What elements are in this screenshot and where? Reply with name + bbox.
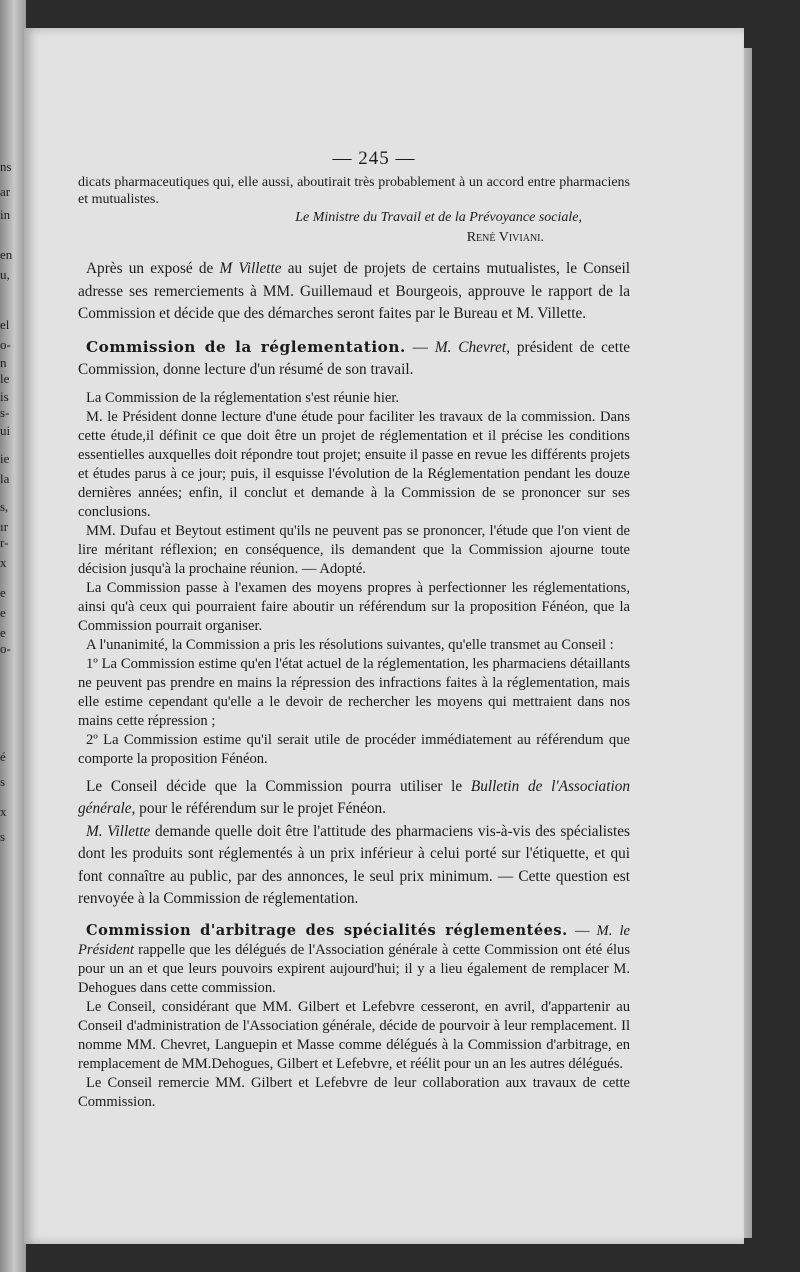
name-villette: M Villette: [219, 260, 282, 277]
margin-fragment: x: [0, 804, 7, 819]
margin-fragment: x: [0, 555, 7, 570]
margin-fragment: r-: [0, 535, 9, 550]
paragraph: M. le Président donne lecture d'une étude pour faciliter les travaux de la commission. Dans cette étude,il définit ce que doit être un projet de réglementation et il précise les conditions essentielles auxquelles doit répondre tout projet; ensuite il passe en revue les différents projets et études parus à ce jour; puis, il esquisse l'évolution de la Réglementation pendant les douze dernières années; enfin, il conclut et demande à la Commission de se prononcer sur ses conclusions.: [78, 408, 630, 520]
bulletin-title: Bulletin de l'Association générale,: [78, 777, 630, 817]
paragraph-villette-expose: Après un exposé de M Villette au sujet de projets de certains mutualistes, le Conseil adresse ses remerciements à MM. Guillemaud et Bourgeois, approuve le rapport de la Commission et décide que des démarches seront faites par le Bureau et M. Villette.: [78, 260, 631, 322]
paragraph: A l'unanimité, la Commission a pris les résolutions suivantes, qu'elle transmet au Conseil :: [86, 636, 614, 653]
paragraph: La Commission de la réglementation s'est réunie hier.: [86, 389, 400, 406]
margin-fragment: e: [0, 585, 6, 600]
page-content: [78, 148, 630, 1112]
margin-fragment: s: [0, 829, 6, 844]
margin-fragment: la: [0, 471, 10, 486]
margin-fragment: e: [0, 625, 6, 640]
paragraph: Le Conseil, considérant que MM. Gilbert et Lefebvre cesseront, en avril, d'appartenir au Conseil d'administration de l'Association générale, décide de pourvoir à leur remplacement. Il nomme MM. Chevret, Languepin et Masse comme délégués à la Commission d'arbitrage, en remplacement de MM.Dehogues, Gilbert et Lefebvre, et réélit pour un an les autres délégués.: [78, 998, 630, 1072]
name-president: M. le Président: [78, 922, 630, 958]
margin-fragment: n: [0, 355, 7, 370]
page-number: — 245 —: [332, 148, 416, 169]
margin-fragment: el: [0, 317, 10, 332]
margin-fragment: u,: [0, 267, 10, 282]
signature-name: René Viviani.: [466, 230, 544, 245]
margin-fragment: en: [0, 247, 13, 262]
margin-fragment: e: [0, 605, 6, 620]
paragraph: MM. Dufau et Beytout estiment qu'ils ne peuvent pas se prononcer, l'étude que l'on vient de lire méritant réflexion; en conséquence, ils demandent que la Commission ajourne toute décision jusqu'à la prochaine réunion. — Adopté.: [78, 522, 630, 577]
margin-fragment: ır: [0, 519, 8, 534]
paragraph: Le Conseil remercie MM. Gilbert et Lefebvre de leur collaboration aux travaux de cette Commission.: [78, 1074, 630, 1110]
section-heading-arbitrage: Commission d'arbitrage des spécialités réglementées.: [86, 921, 568, 939]
section-arbitrage-intro: Commission d'arbitrage des spécialités réglementées. — M. le Président rappelle que les délégués de l'Association générale à cette Commission ont été élus pour un an et que leurs pouvoirs expirent aujourd'hui; il y a lieu également de remplacer M. Dehogues dans cette commission.: [78, 921, 630, 996]
signature-title: Le Ministre du Travail et de la Prévoyance sociale,: [295, 210, 582, 225]
margin-fragment: o-: [0, 337, 11, 352]
resolution-2: 2º La Commission estime qu'il serait utile de procéder immédiatement au référendum que comporte la proposition Fénéon.: [78, 731, 630, 767]
page: [24, 28, 744, 1244]
margin-fragment: ns: [0, 159, 12, 174]
margin-fragment: le: [0, 371, 10, 386]
margin-fragment: in: [0, 207, 11, 222]
margin-fragment: ie: [0, 451, 10, 466]
paragraph-bulletin: Le Conseil décide que la Commission pourra utiliser le Bulletin de l'Association générale, pour le référendum sur le projet Fénéon.: [78, 777, 630, 817]
paragraph-villette-question: M. Villette demande quelle doit être l'attitude des pharmaciens vis-à-vis des spécialistes dont les produits sont réglementés à un prix inférieur à celui porté sur l'étiquette, et qui font connaître au public, par des annonces, le seul prix minimum. — Cette question est renvoyée à la Commission de réglementation.: [78, 822, 630, 907]
paragraph: La Commission passe à l'examen des moyens propres à perfectionner les réglementations, ainsi qu'à ceux qui pourraient faire aboutir un référendum sur la proposition Fénéon, que la Commission pourrait organiser.: [78, 579, 630, 634]
margin-fragment: é: [0, 749, 6, 764]
resolution-1: 1º La Commission estime qu'en l'état actuel de la réglementation, les pharmaciens détaillants ne peuvent pas prendre en mains la répression des infractions faites à la réglementation, mais elle estime cependant qu'elle a le devoir de rechercher les moyens qui mettraient dans nos mains cette répression ;: [78, 655, 630, 729]
section-reglementation-intro: Commission de la réglementation. — M. Chevret, président de cette Commission, donne lecture d'un résumé de son travail.: [78, 337, 630, 378]
signature: [78, 208, 630, 248]
margin-fragment: s,: [0, 499, 9, 514]
name-chevret: M. Chevret,: [434, 338, 510, 356]
margin-fragment: is: [0, 389, 9, 404]
name-villette: M. Villette: [86, 822, 151, 840]
margin-fragment: ui: [0, 423, 11, 438]
margin-fragment: o-: [0, 641, 11, 656]
margin-fragment: s: [0, 774, 6, 789]
section-heading-reglementation: Commission de la réglementation.: [86, 337, 406, 356]
margin-fragment: ar: [0, 184, 11, 199]
intro-paragraph: dicats pharmaceutiques qui, elle aussi, aboutirait très probablement à un accord entre pharmaciens et mutualistes.: [78, 175, 630, 207]
margin-fragment: s-: [0, 405, 10, 420]
